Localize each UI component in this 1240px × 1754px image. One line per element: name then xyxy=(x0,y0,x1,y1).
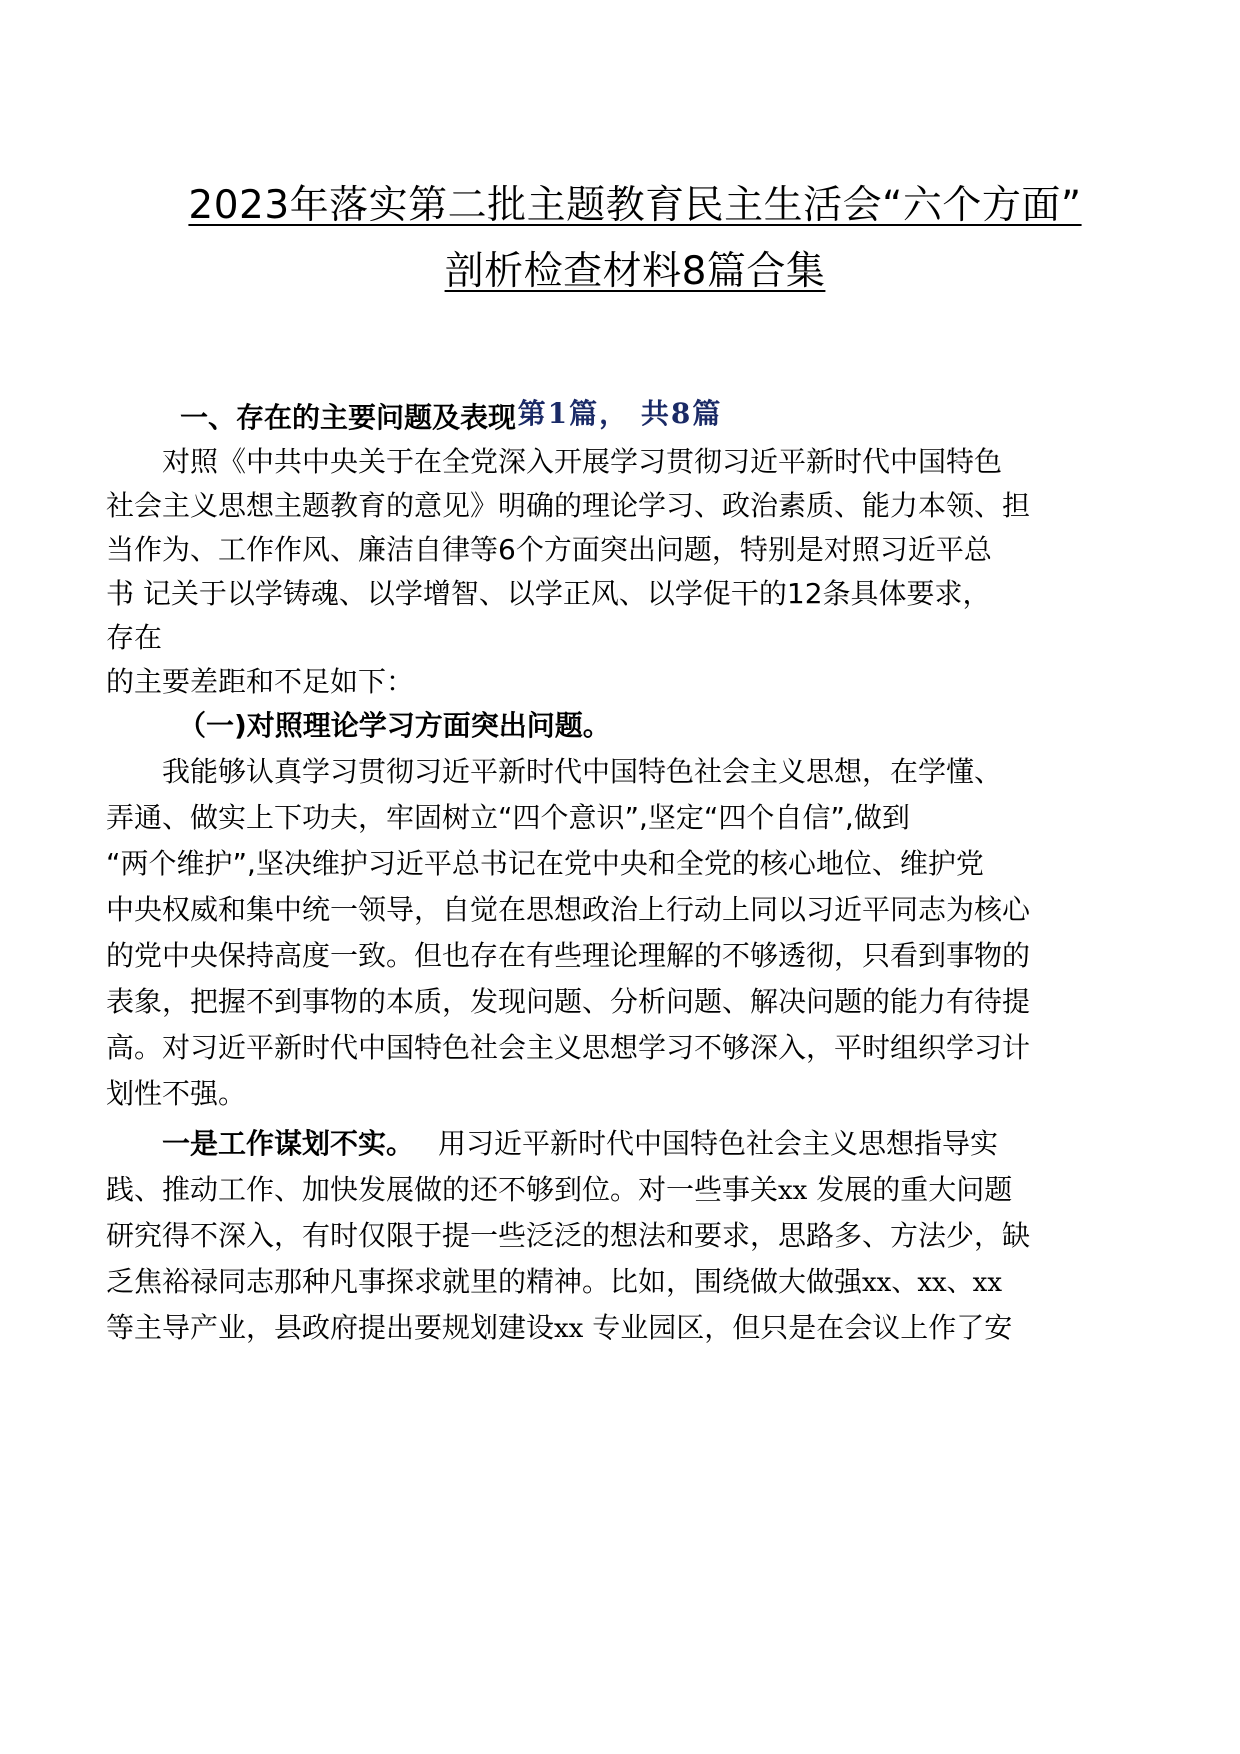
paragraph-line: 表象，把握不到事物的本质，发现问题、分析问题、解决问题的能力有待提 xyxy=(106,985,1031,1018)
subsection-heading: （一)对照理论学习方面突出问题。 xyxy=(178,709,611,742)
paragraph-line: 高。对习近平新时代中国特色社会主义思想学习不够深入，平时组织学习计 xyxy=(106,1031,1031,1064)
paragraph-line: 我能够认真学习贯彻习近平新时代中国特色社会主义思想，在学懂、 xyxy=(162,755,1003,788)
paragraph-line: 一是工作谋划不实。 用习近平新时代中国特色社会主义思想指导实 xyxy=(162,1127,999,1160)
paragraph-line: 践、推动工作、加快发展做的还不够到位。对一些事关xx 发展的重大问题 xyxy=(106,1173,1013,1206)
paragraph-line: 划性不强。 xyxy=(106,1077,247,1110)
paragraph-line: “两个维护”,坚决维护习近平总书记在党中央和全党的核心地位、维护党 xyxy=(106,847,984,880)
document-title-line-2: 剖析检查材料8篇合集 xyxy=(444,249,826,294)
paragraph-line: 研究得不深入，有时仅限于提一些泛泛的想法和要求，思路多、方法少，缺 xyxy=(106,1219,1031,1252)
paragraph-line: 的党中央保持高度一致。但也存在有些理论理解的不够透彻，只看到事物的 xyxy=(106,939,1031,972)
paragraph-line: 的主要差距和不足如下： xyxy=(106,665,415,698)
paragraph-line: 社会主义思想主题教育的意见》明确的理论学习、政治素质、能力本领、担 xyxy=(106,489,1031,522)
paragraph-line: 当作为、工作作风、廉洁自律等6个方面突出问题，特别是对照习近平总 xyxy=(106,533,992,566)
document-title-line-1: 2023年落实第二批主题教育民主生活会“六个方面” xyxy=(188,183,1082,228)
paragraph-line: 存在 xyxy=(106,621,163,654)
point-lead: 一是工作谋划不实。 xyxy=(162,1127,415,1160)
section-heading-1: 一、存在的主要问题及表现 xyxy=(180,401,517,434)
paragraph-line: 等主导产业，县政府提出要规划建设xx 专业园区，但只是在会议上作了安 xyxy=(106,1311,1013,1344)
paragraph-line: 对照《中共中央关于在全党深入开展学习贯彻习近平新时代中国特色 xyxy=(162,445,1003,478)
paragraph-line: 中央权威和集中统一领导，自觉在思想政治上行动上同以习近平同志为核心 xyxy=(106,893,1031,926)
paragraph-line: 弄通、做实上下功夫，牢固树立“四个意识”,坚定“四个自信”,做到 xyxy=(106,801,910,834)
paragraph-line: 乏焦裕禄同志那种凡事探求就里的精神。比如，围绕做大做强xx、xx、xx xyxy=(106,1265,1002,1298)
part-subtitle: 第1篇， 共8篇 xyxy=(517,397,723,430)
paragraph-line: 书 记关于以学铸魂、以学增智、以学正风、以学促干的12条具体要求， xyxy=(106,577,991,610)
